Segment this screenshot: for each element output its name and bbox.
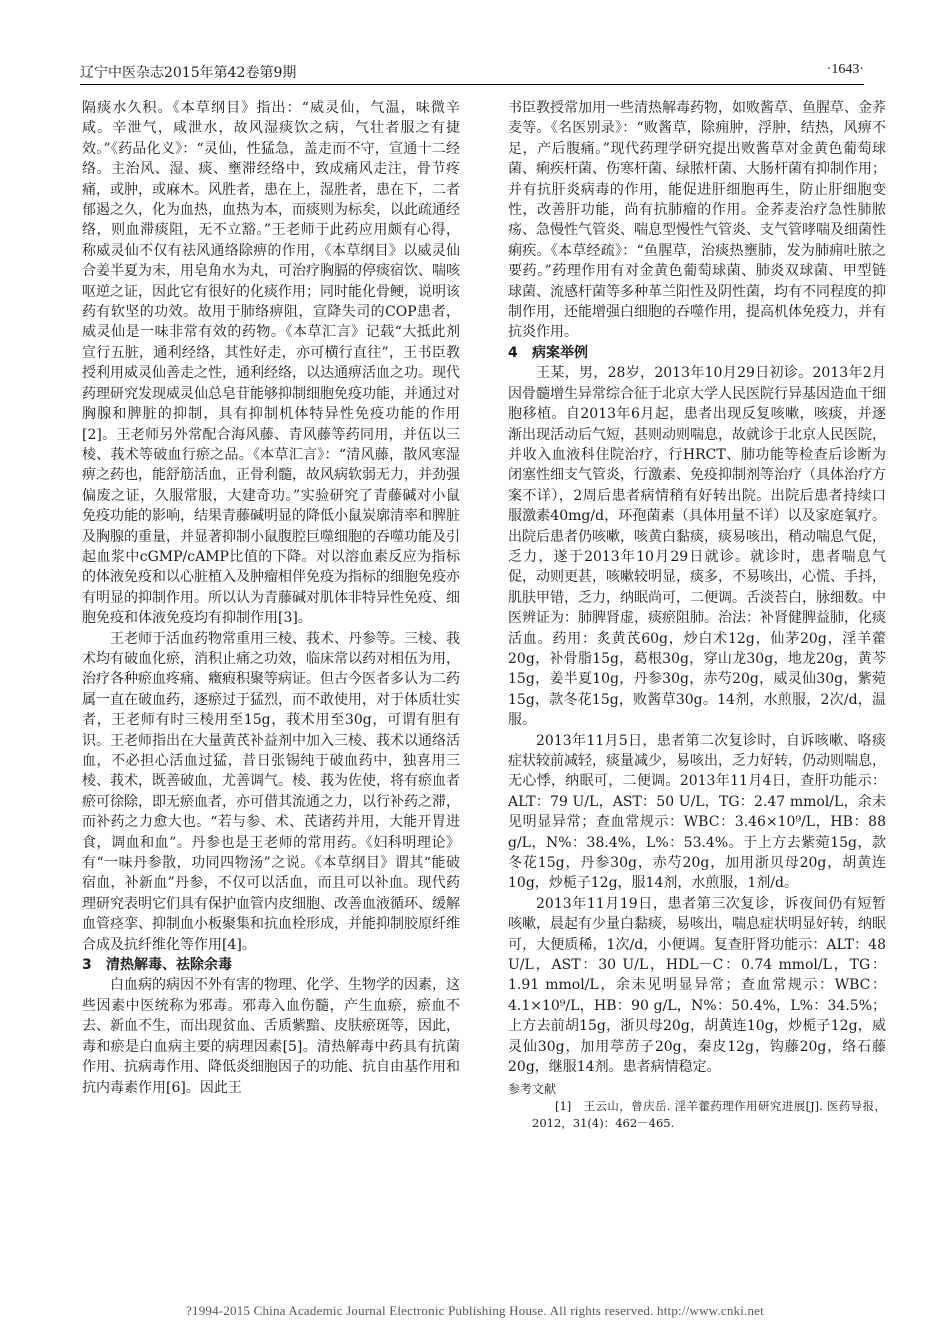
running-header xyxy=(80,60,864,85)
paragraph: 书臣教授常加用一些清热解毒药物，如败酱草、鱼腥草、金荞麦等。《名医别录》：“败酱草，除痈肿，浮肿，结热，风痹不足，产后腹痛。”现代药理学研究提出败酱草对金黄色葡萄球菌、痢疾杆菌、伤寒杆菌、绿脓杆菌、大肠杆菌有抑制作用；并有抗肝炎病毒的作用，能促进肝细胞再生，防止肝细胞变性，改善肝功能，尚有抗肺瘤的作用。金荞麦治疗急性肺脓疡、急慢性气管炎、喘息型慢性气管炎、支气管哮喘及细菌性痢疾。《本草经疏》：“鱼腥草，治痰热壅肺，发为肺痈吐脓之要药。”药理作用有对金黄色葡萄球菌、肺炎双球菌、甲型链球菌、流感杆菌等多种革兰阳性及阴性菌，均有不同程度的抑制作用，还能增强白细胞的吞噬作用，提高机体免疫力，并有抗炎作用。 xyxy=(508,100,886,341)
left-column xyxy=(82,98,460,1098)
right-column xyxy=(508,98,886,1132)
section-title: 病案举例 xyxy=(532,344,588,361)
section-heading xyxy=(508,343,886,363)
section-number: 3 xyxy=(82,957,92,974)
reference-item: [1] 王云山，曾庆岳. 淫羊藿药理作用研究进展[J]. 医药导报，2012，31(4)：462－465. xyxy=(532,1098,886,1130)
section-title: 清热解毒、祛除余毒 xyxy=(106,957,232,974)
section-heading xyxy=(82,955,460,975)
references-title: 参考文献 xyxy=(508,1081,557,1096)
section-number: 4 xyxy=(508,344,518,361)
paragraph: 2013年11月5日，患者第二次复诊时，自诉咳嗽、咯痰症状较前减轻，痰量减少，易咳出，乏力好转，仍动则喘息，无心悸，纳眠可，二便调。2013年11月4日，查肝功能示：ALT：79 U/L，AST：50 U/L，TG：2.47 mmol/L，余未见明显异常；查血常规示：WBC：3.46×10⁹/L，HB：88 g/L，N%：38.4%，L%：53.4%。于上方去紫菀15g，款冬花15g，丹参30g，赤芍20g，加用浙贝母20g，胡黄连10g，炒栀子12g，服14剂，水煎服，1剂/d。 xyxy=(508,732,886,892)
journal-title: 辽宁中医杂志2015年第42卷第9期 xyxy=(80,65,297,81)
paragraph: 2013年11月19日，患者第三次复诊，诉夜间仍有短暂咳嗽，晨起有少量白黏痰，易咳出，喘息症状明显好转，纳眠可，大便质稀，1次/d，小便调。复查肝肾功能示：ALT：48 U/L，AST：30 U/L，HDL－C：0.74 mmol/L，TG：1.91 mmol/L，余未见明显异常；查血常规示：WBC：4.1×10⁹/L，HB：90 g/L，N%：50.4%，L%：34.5%；上方去前胡15g，浙贝母20g，胡黄连10g，炒栀子12g，威灵仙30g，加用葶苈子20g，秦皮12g，钩藤20g，络石藤20g，继服14剂。患者病情稳定。 xyxy=(508,895,886,1076)
paragraph: 隔痰水久积。《本草纲目》指出：“威灵仙，气温，味微辛咸。辛泄气，咸泄水，故风湿痰饮之病，气壮者服之有捷效。”《药品化义》：“灵仙，性猛急，盖走而不守，宣通十二经络。主治风、湿、痰、壅滞经络中，致成痛风走注，骨节疼痛，或肿，或麻木。风胜者，患在上，湿胜者，患在下，二者郁遏之久，化为血热，血热为本，而痰则为标矣，以此疏通经络，则血滞痰阻，无不立豁。”王老师于此药应用颇有心得，称威灵仙不仅有祛风通络除痹的作用，《本草纲目》以威灵仙合姜半夏为末，用皂角水为丸，可治疗胸膈的停痰宿饮、喘咳呕逆之证，因此它有很好的化痰作用；同时能化骨鲠，说明该药有软坚的功效。故用于肺络痹阻，宣降失司的COP患者，威灵仙是一味非常有效的药物。《本草汇言》记载“大抵此剂宣行五脏，通利经络，其性好走，亦可横行直往”，王书臣教授利用威灵仙善走之性，通利经络，以达通痹活血之功。现代药理研究发现威灵仙总皂苷能够抑制细胞免疫功能，并通过对胸腺和脾脏的抑制，具有抑制机体特异性免疫功能的作用[2]。王老师另外常配合海风藤、青风藤等药同用，并伍以三棱、莪术等破血行瘀之品。《本草汇言》：“清风藤，散风寒湿痹之药也，能舒筋活血，正骨利髓，故风病软弱无力，并劲强偏废之证，久服常服，大建奇功。”实验研究了青藤碱对小鼠免疫功能的影响，结果青藤碱明显的降低小鼠炭廓清率和脾脏及胸腺的重量，并显著抑制小鼠腹腔巨噬细胞的吞噬功能及引起血浆中cGMP/cAMP比值的下降。对以溶血素反应为指标的体液免疫和以心脏植入及肿瘤相伴免疫为指标的细胞免疫亦有明显的抑制作用。所以认为青藤碱对肌体非特异性免疫、细胞免疫和体液免疫均有抑制作用[3]。 xyxy=(82,100,460,627)
page-number: ·1643· xyxy=(826,62,864,77)
paragraph: 王老师于活血药物常重用三棱、莪术、丹参等。三棱、莪术均有破血化瘀，消积止痛之功效，临床常以药对相伍为用，治疗各种瘀血疼痛、癥瘕积聚等病证。但古今医者多认为二药属一直在破血药，逐瘀过于猛烈，而不敢使用，对于体质壮实者，王老师有时三棱用至15g，莪术用至30g，可谓有胆有识。王老师指出在大量黄芪补益剂中加入三棱、莪术以通络活血，不必担心活血过猛，昔日张锡纯于破血药中，独喜用三棱、莪术，既善破血，尤善调气。棱、莪为佐使，将有瘀血者瘀可徐除，即无瘀血者，亦可借其流通之力，以行补药之滞，而补药之力愈大也。“若与参、术、芪诸药并用，大能开胃进食，调血和血”。丹参也是王老师的常用药。《妇科明理论》有“一味丹参散，功同四物汤”之说。《本草纲目》谓其“能破宿血，补新血”丹参，不仅可以活血，而且可以补血。现代药理研究表明它们具有保护血管内皮细胞、改善血液循环、缓解血管痉挛、抑制血小板聚集和抗血栓形成，并能抑制胶原纤维合成及抗纤维化等作用[4]。 xyxy=(82,630,460,953)
paragraph: 白血病的病因不外有害的物理、化学、生物学的因素，这些因素中医统称为邪毒。邪毒入血伤髓，产生血瘀，瘀血不去、新血不生，而出现贫血、舌质紫黯、皮肤瘀斑等，因此，毒和瘀是白血病主要的病理因素[5]。清热解毒中药具有抗菌作用、抗病毒作用、降低炎细胞因子的功能、抗自由基作用和抗内毒素作用[6]。因此王 xyxy=(82,977,460,1096)
paragraph: 王某，男，28岁，2013年10月29日初诊。2013年2月因骨髓增生异常综合征于北京大学人民医院行异基因造血干细胞移植。自2013年6月起，患者出现反复咳嗽，咳痰，并逐渐出现活动后气短，甚则动则喘息，故就诊于北京人民医院，并收入血液科住院治疗，行HRCT、肺功能等检查后诊断为闭塞性细支气管炎，行激素、免疫抑制剂等治疗（具体治疗方案不详），2周后患者病情稍有好转出院。出院后患者持续口服激素40mg/d，环孢菌素（具体用量不详）以及家庭氧疗。出院后患者仍咳嗽，咳黄白黏痰，痰易咳出，稍动喘息气促，乏力，遂于2013年10月29日就诊。就诊时，患者喘息气促，动则更甚，咳嗽较明显，痰多，不易咳出，心慌、手抖，肌肤甲错，乏力，纳眠尚可，二便调。舌淡苔白，脉细数。中医辨证为：肺脾肾虚，痰瘀阻肺。治法：补肾健脾益肺，化痰活血。药用：炙黄芪60g，炒白术12g，仙茅20g，淫羊藿20g，补骨脂15g，葛根30g，穿山龙30g，地龙20g，黄芩15g，姜半夏10g，丹参30g，赤芍20g，威灵仙30g，紫菀15g，款冬花15g，败酱草30g。14剂，水煎服，2次/d，温服。 xyxy=(508,365,886,729)
copyright-footer: ?1994-2015 China Academic Journal Electronic Publishing House. All rights reserved. http://www.cnki.net xyxy=(186,1303,764,1318)
